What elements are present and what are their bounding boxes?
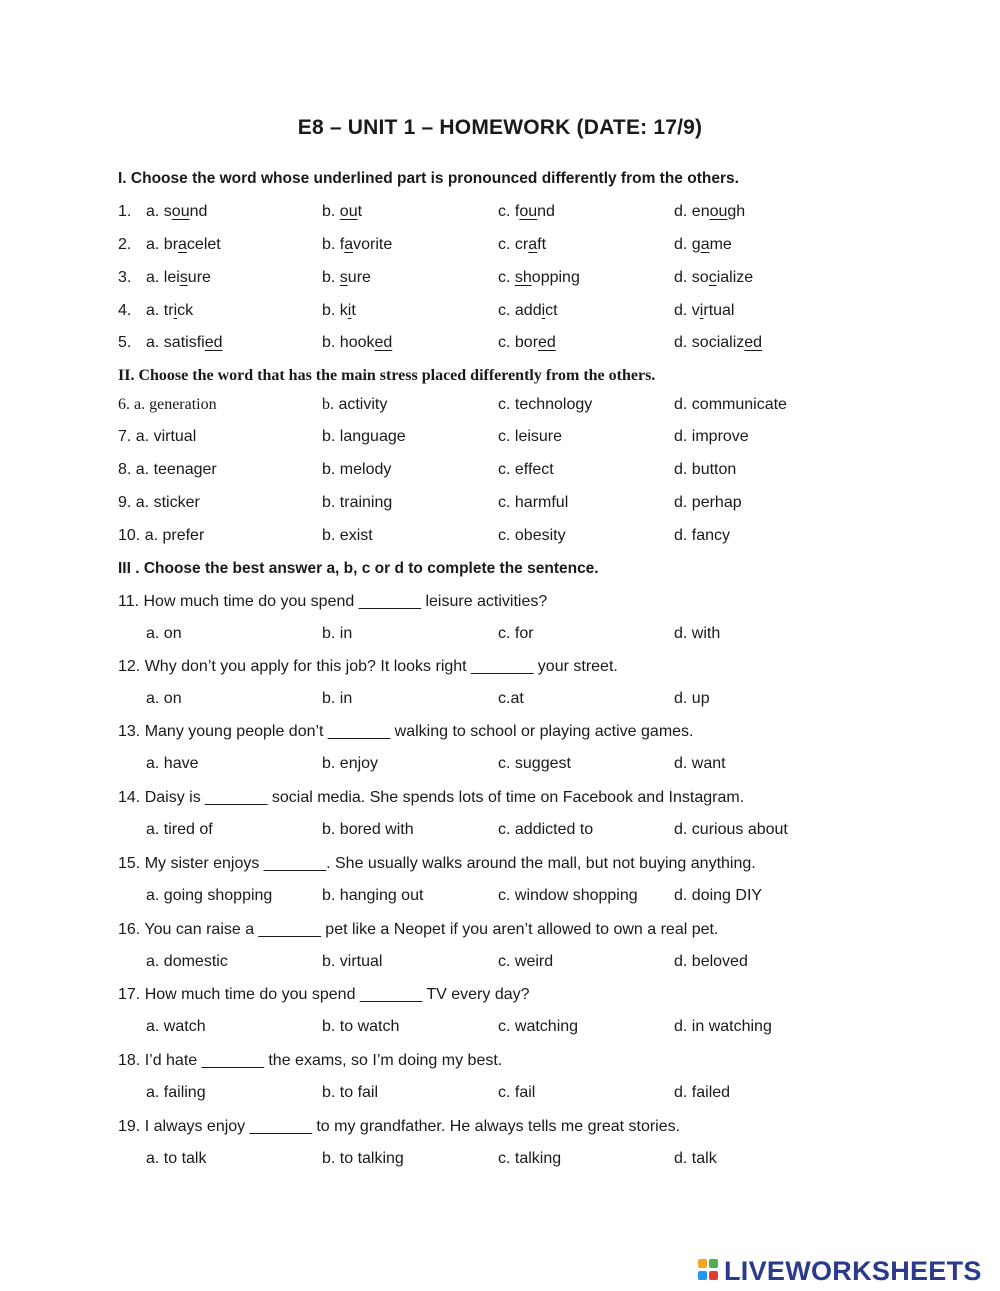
underlined-part: ed bbox=[538, 334, 556, 351]
question-stem: 12. Why don’t you apply for this job? It looks right _______ your street. bbox=[118, 658, 618, 675]
question-row bbox=[0, 332, 1000, 354]
answer-option-d[interactable]: d. doing DIY bbox=[674, 887, 763, 904]
question-row bbox=[0, 492, 1000, 514]
option-text: t bbox=[351, 302, 356, 319]
answer-option-c[interactable]: c.at bbox=[498, 690, 524, 707]
answer-option-c[interactable]: c. for bbox=[498, 625, 534, 642]
answer-option-a[interactable]: 9. a. sticker bbox=[118, 494, 200, 511]
answer-row bbox=[0, 1148, 1000, 1170]
option-text: a. s bbox=[146, 203, 172, 220]
option-text: c. add bbox=[498, 302, 542, 319]
underlined-part: ou bbox=[339, 203, 358, 220]
question-stem: 16. You can raise a _______ pet like a Neopet if you aren’t allowed to own a real pet. bbox=[118, 921, 719, 938]
question-number: 3. bbox=[118, 269, 132, 286]
answer-option-d[interactable]: d. communicate bbox=[674, 396, 787, 413]
underlined-part: sh bbox=[514, 269, 532, 286]
answer-row bbox=[0, 688, 1000, 710]
answer-option-a[interactable]: a. going shopping bbox=[146, 887, 273, 904]
answer-option-b[interactable] bbox=[322, 267, 371, 289]
answer-option-b[interactable]: b. to talking bbox=[322, 1150, 404, 1167]
answer-option-c[interactable] bbox=[498, 234, 546, 256]
underlined-part: a bbox=[700, 236, 710, 253]
underlined-part: ou bbox=[519, 203, 538, 220]
question-number: 5. bbox=[118, 334, 132, 351]
answer-option-a[interactable]: a. domestic bbox=[146, 953, 228, 970]
answer-option-b[interactable]: b. training bbox=[322, 494, 393, 511]
underlined-part: s bbox=[339, 269, 348, 286]
underlined-part: i bbox=[699, 302, 704, 319]
section-2-heading: II. Choose the word that has the main stress placed differently from the others. bbox=[118, 367, 656, 384]
question-number: 4. bbox=[118, 302, 132, 319]
question-row bbox=[0, 459, 1000, 481]
option-text: ck bbox=[177, 302, 194, 319]
option-text: d. g bbox=[674, 236, 701, 253]
option-text: ct bbox=[545, 302, 558, 319]
section-1-heading: I. Choose the word whose underlined part is pronounced differently from the others. bbox=[118, 170, 739, 187]
answer-option-c[interactable]: c. watching bbox=[498, 1018, 579, 1035]
underlined-part: ou bbox=[709, 203, 728, 220]
answer-option-a[interactable] bbox=[146, 267, 211, 289]
answer-option-d[interactable]: d. beloved bbox=[674, 953, 748, 970]
answer-option-a[interactable] bbox=[146, 234, 221, 256]
option-text: b. bbox=[322, 203, 340, 220]
liveworksheets-logo bbox=[698, 1254, 982, 1288]
underlined-part: a bbox=[528, 236, 538, 253]
answer-option-a[interactable]: a. failing bbox=[146, 1084, 206, 1101]
underlined-part: c bbox=[708, 269, 717, 286]
option-text: c. f bbox=[498, 203, 520, 220]
answer-option-c[interactable] bbox=[498, 332, 556, 354]
logo-mark-icon bbox=[698, 1256, 720, 1286]
underlined-part: i bbox=[541, 302, 546, 319]
question-row bbox=[0, 426, 1000, 448]
question-stem: 11. How much time do you spend _______ leisure activities? bbox=[118, 593, 548, 610]
question-row bbox=[0, 201, 1000, 223]
answer-option-a[interactable]: a. tired of bbox=[146, 821, 213, 838]
option-text: d. socializ bbox=[674, 334, 745, 351]
answer-option-c[interactable] bbox=[498, 267, 580, 289]
option-text: rtual bbox=[703, 302, 735, 319]
answer-option-c[interactable]: c. talking bbox=[498, 1150, 562, 1167]
answer-option-d[interactable]: d. button bbox=[674, 461, 737, 478]
answer-option-c[interactable]: c. fail bbox=[498, 1084, 536, 1101]
answer-option-b[interactable]: b. language bbox=[322, 428, 406, 445]
logo-tile-icon bbox=[709, 1271, 718, 1280]
answer-option-b[interactable]: b. in bbox=[322, 625, 353, 642]
option-text: a. satisfi bbox=[146, 334, 205, 351]
answer-row bbox=[0, 819, 1000, 841]
answer-option-d[interactable] bbox=[674, 332, 762, 354]
underlined-part: s bbox=[179, 269, 188, 286]
option-text: celet bbox=[186, 236, 221, 253]
question-stem: 19. I always enjoy _______ to my grandfather. He always tells me great stories. bbox=[118, 1118, 681, 1135]
answer-option-b[interactable]: b. to watch bbox=[322, 1018, 400, 1035]
answer-option-a[interactable]: a. to talk bbox=[146, 1150, 207, 1167]
option-text: c. bor bbox=[498, 334, 539, 351]
answer-option-c[interactable]: c. technology bbox=[498, 396, 593, 413]
answer-option-d[interactable]: d. improve bbox=[674, 428, 749, 445]
option-prefix: b. bbox=[322, 396, 334, 413]
underlined-part: a bbox=[178, 236, 187, 253]
answer-option-a[interactable] bbox=[146, 300, 193, 322]
answer-option-c[interactable]: c. obesity bbox=[498, 527, 566, 544]
answer-option-a[interactable] bbox=[146, 332, 222, 354]
underlined-part: ou bbox=[171, 203, 190, 220]
answer-row bbox=[0, 951, 1000, 973]
logo-text: LIVEWORKSHEETS bbox=[724, 1255, 982, 1286]
answer-option-a[interactable]: a. on bbox=[146, 690, 182, 707]
answer-option-a[interactable]: 7. a. virtual bbox=[118, 428, 197, 445]
answer-option-b[interactable] bbox=[322, 300, 356, 322]
question-number: 1. bbox=[118, 203, 132, 220]
answer-option-d[interactable]: d. in watching bbox=[674, 1018, 772, 1035]
answer-option-c[interactable]: c. leisure bbox=[498, 428, 563, 445]
answer-option-c[interactable]: c. suggest bbox=[498, 755, 571, 772]
question-row bbox=[0, 525, 1000, 547]
underlined-part: i bbox=[173, 302, 178, 319]
option-text: opping bbox=[531, 269, 580, 286]
option-text: nd bbox=[189, 203, 208, 220]
answer-option-d[interactable]: d. curious about bbox=[674, 821, 788, 838]
option-text: b. bbox=[322, 269, 340, 286]
question-row bbox=[0, 234, 1000, 256]
question-number: 2. bbox=[118, 236, 132, 253]
option-text: d. so bbox=[674, 269, 709, 286]
answer-row bbox=[0, 753, 1000, 775]
answer-option-a[interactable]: a. watch bbox=[146, 1018, 206, 1035]
answer-option-c[interactable]: c. window shopping bbox=[498, 887, 638, 904]
answer-option-c[interactable]: c. weird bbox=[498, 953, 554, 970]
answer-row bbox=[0, 623, 1000, 645]
answer-option-b[interactable]: b. melody bbox=[322, 461, 392, 478]
answer-option-d[interactable]: d. up bbox=[674, 690, 710, 707]
answer-option-b[interactable] bbox=[322, 394, 387, 416]
answer-option-b[interactable]: b. virtual bbox=[322, 953, 383, 970]
option-text: a. lei bbox=[146, 269, 180, 286]
option-text: vorite bbox=[353, 236, 393, 253]
answer-row bbox=[0, 1082, 1000, 1104]
option-text: ure bbox=[347, 269, 371, 286]
option-text: b. k bbox=[322, 302, 348, 319]
answer-option-c[interactable] bbox=[498, 300, 558, 322]
answer-option-b[interactable] bbox=[322, 201, 362, 223]
underlined-part: i bbox=[347, 302, 352, 319]
answer-option-b[interactable]: b. to fail bbox=[322, 1084, 379, 1101]
option-text: b. hook bbox=[322, 334, 375, 351]
answer-option-c[interactable]: c. harmful bbox=[498, 494, 569, 511]
answer-option-b[interactable]: b. in bbox=[322, 690, 353, 707]
option-text: t bbox=[357, 203, 363, 220]
answer-option-c[interactable]: c. effect bbox=[498, 461, 554, 478]
answer-option-d[interactable] bbox=[674, 234, 732, 256]
answer-option-a[interactable] bbox=[146, 201, 207, 223]
answer-option-a[interactable]: 10. a. prefer bbox=[118, 527, 205, 544]
question-stem: 13. Many young people don’t _______ walking to school or playing active games. bbox=[118, 723, 694, 740]
option-text: ure bbox=[187, 269, 211, 286]
option-text: ialize bbox=[716, 269, 754, 286]
question-stem: 17. How much time do you spend _______ TV every day? bbox=[118, 986, 530, 1003]
option-text: a. br bbox=[146, 236, 179, 253]
option-text: gh bbox=[727, 203, 746, 220]
answer-option-d[interactable]: d. perhap bbox=[674, 494, 742, 511]
answer-option-d[interactable]: d. with bbox=[674, 625, 721, 642]
answer-option-b[interactable] bbox=[322, 332, 392, 354]
answer-option-d[interactable]: d. talk bbox=[674, 1150, 717, 1167]
answer-option-a[interactable]: a. on bbox=[146, 625, 182, 642]
option-text: ft bbox=[537, 236, 547, 253]
answer-option-b[interactable] bbox=[322, 234, 392, 256]
underlined-part: ed bbox=[374, 334, 393, 351]
answer-option-b[interactable]: b. bored with bbox=[322, 821, 414, 838]
option-text: c. bbox=[498, 269, 515, 286]
answer-option-d[interactable]: d. fancy bbox=[674, 527, 731, 544]
option-text: me bbox=[709, 236, 732, 253]
page-title: E8 – UNIT 1 – HOMEWORK (DATE: 17/9) bbox=[297, 116, 703, 139]
answer-option-b[interactable]: b. enjoy bbox=[322, 755, 379, 772]
logo-tile-icon bbox=[698, 1259, 707, 1268]
question-row bbox=[0, 267, 1000, 289]
answer-option-d[interactable] bbox=[674, 201, 745, 223]
option-text: b. f bbox=[322, 236, 345, 253]
option-text: nd bbox=[537, 203, 555, 220]
answer-option-d[interactable]: d. failed bbox=[674, 1084, 731, 1101]
option-text: d. en bbox=[674, 203, 710, 220]
option-text: c. cr bbox=[498, 236, 529, 253]
answer-row bbox=[0, 885, 1000, 907]
answer-option-d[interactable]: d. want bbox=[674, 755, 726, 772]
question-stem: 15. My sister enjoys _______. She usually walks around the mall, but not buying anything. bbox=[118, 855, 756, 872]
answer-option-b[interactable]: b. hanging out bbox=[322, 887, 424, 904]
answer-option-a[interactable]: 6. a. generation bbox=[118, 396, 217, 413]
section-3-heading: III . Choose the best answer a, b, c or d to complete the sentence. bbox=[118, 560, 599, 577]
answer-option-c[interactable]: c. addicted to bbox=[498, 821, 594, 838]
logo-tile-icon bbox=[709, 1259, 718, 1268]
question-stem: 18. I’d hate _______ the exams, so I’m doing my best. bbox=[118, 1052, 503, 1069]
underlined-part: ed bbox=[204, 334, 223, 351]
answer-option-b[interactable]: b. exist bbox=[322, 527, 373, 544]
option-text: a. tr bbox=[146, 302, 174, 319]
option-text: activity bbox=[334, 396, 388, 413]
answer-option-d[interactable] bbox=[674, 300, 734, 322]
option-text: d. v bbox=[674, 302, 700, 319]
question-row bbox=[0, 300, 1000, 322]
answer-option-a[interactable]: a. have bbox=[146, 755, 199, 772]
question-stem: 14. Daisy is _______ social media. She spends lots of time on Facebook and Instagram. bbox=[118, 789, 745, 806]
logo-tile-icon bbox=[698, 1271, 707, 1280]
answer-option-a[interactable]: 8. a. teenager bbox=[118, 461, 217, 478]
answer-option-d[interactable] bbox=[674, 267, 753, 289]
underlined-part: a bbox=[344, 236, 354, 253]
question-row bbox=[0, 394, 1000, 416]
answer-row bbox=[0, 1016, 1000, 1038]
answer-option-c[interactable] bbox=[498, 201, 555, 223]
underlined-part: ed bbox=[744, 334, 763, 351]
